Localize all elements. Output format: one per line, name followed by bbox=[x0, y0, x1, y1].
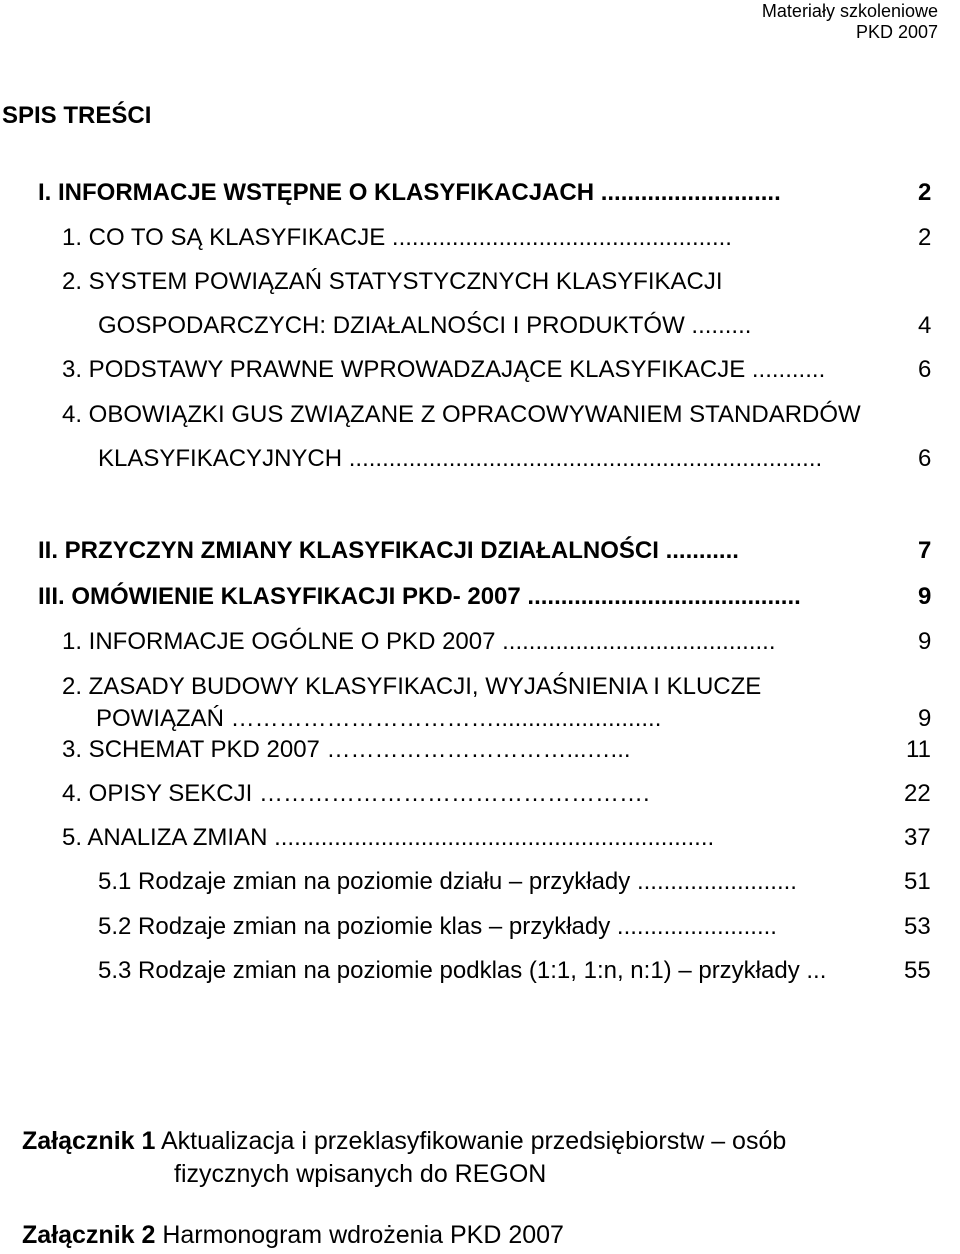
toc-entry-text: 4. OBOWIĄZKI GUS ZWIĄZANE Z OPRACOWYWANIEM STANDARDÓW bbox=[62, 401, 861, 428]
annex-label: Załącznik 1 bbox=[22, 1127, 156, 1155]
toc-entry-page: 11 bbox=[906, 736, 931, 763]
annex-2 bbox=[22, 1218, 564, 1252]
toc-entry-text: 2. SYSTEM POWIĄZAŃ STATYSTYCZNYCH KLASYFIKACJI bbox=[62, 268, 723, 295]
toc-entry-page: 6 bbox=[918, 445, 932, 472]
toc-entry-text: 4. OPISY SEKCJI …………………………………………. bbox=[62, 780, 650, 807]
annex-label: Załącznik 2 bbox=[22, 1221, 156, 1249]
toc-entry-text: 3. SCHEMAT PKD 2007 …………………………...…... bbox=[62, 736, 631, 763]
toc-entry-text: KLASYFIKACYJNYCH ....................................................................... bbox=[98, 445, 823, 472]
toc-entry-page: 9 bbox=[918, 628, 932, 655]
toc-entry-text: 3. PODSTAWY PRAWNE WPROWADZAJĄCE KLASYFIKACJE ........... bbox=[62, 356, 826, 383]
toc-entry-text: 1. CO TO SĄ KLASYFIKACJE ................................................... bbox=[62, 224, 732, 251]
toc-entry-text: 2. ZASADY BUDOWY KLASYFIKACJI, WYJAŚNIENIA I KLUCZE bbox=[62, 673, 762, 700]
toc-entry-page: 2 bbox=[918, 179, 932, 206]
toc-entry-page: 37 bbox=[904, 824, 931, 851]
toc-entry-page: 22 bbox=[904, 780, 931, 807]
toc-entry-text: 5. ANALIZA ZMIAN .................................................................. bbox=[62, 824, 715, 851]
toc-entry-page: 2 bbox=[918, 224, 932, 251]
annex-title: Harmonogram wdrożenia PKD 2007 bbox=[155, 1221, 564, 1249]
header-line-2: PKD 2007 bbox=[855, 22, 938, 42]
toc-entry-page: 53 bbox=[904, 913, 931, 940]
toc-entry-page: 55 bbox=[904, 957, 931, 984]
toc-entry-text: GOSPODARCZYCH: DZIAŁALNOŚCI I PRODUKTÓW ......... bbox=[98, 312, 752, 339]
header-line-1: Materiały szkoleniowe bbox=[761, 1, 938, 21]
toc-entry-page: 4 bbox=[918, 312, 932, 339]
toc-entry-page: 7 bbox=[918, 537, 932, 564]
page-title: SPIS TREŚCI bbox=[2, 102, 152, 129]
annex-1-continuation: fizycznych wpisanych do REGON bbox=[174, 1160, 547, 1188]
toc-entry-text: II. PRZYCZYN ZMIANY KLASYFIKACJI DZIAŁALNOŚCI ........... bbox=[38, 537, 739, 564]
annex-1 bbox=[22, 1124, 786, 1158]
toc-entry-text: POWIĄZAŃ ……………………………......................... bbox=[96, 705, 662, 732]
toc-entry-text: I. INFORMACJE WSTĘPNE O KLASYFIKACJACH ........................... bbox=[38, 179, 781, 206]
toc-entry-page: 6 bbox=[918, 356, 932, 383]
toc-entry-text: III. OMÓWIENIE KLASYFIKACJI PKD- 2007 ......................................... bbox=[38, 583, 801, 610]
toc-entry-page: 51 bbox=[904, 868, 931, 895]
toc-entry-page: 9 bbox=[918, 705, 932, 732]
toc-entry-text: 5.2 Rodzaje zmian na poziomie klas – przykłady ........................ bbox=[98, 913, 777, 940]
toc-entry-text: 5.1 Rodzaje zmian na poziomie działu – przykłady ........................ bbox=[98, 868, 797, 895]
toc-entry-text: 1. INFORMACJE OGÓLNE O PKD 2007 ......................................... bbox=[62, 628, 776, 655]
toc-entry-text: 5.3 Rodzaje zmian na poziomie podklas (1:1, 1:n, n:1) – przykłady ... bbox=[98, 957, 827, 984]
toc-entry-page: 9 bbox=[918, 583, 932, 610]
annex-title: Aktualizacja i przeklasyfikowanie przedsiębiorstw – osób bbox=[155, 1127, 787, 1155]
